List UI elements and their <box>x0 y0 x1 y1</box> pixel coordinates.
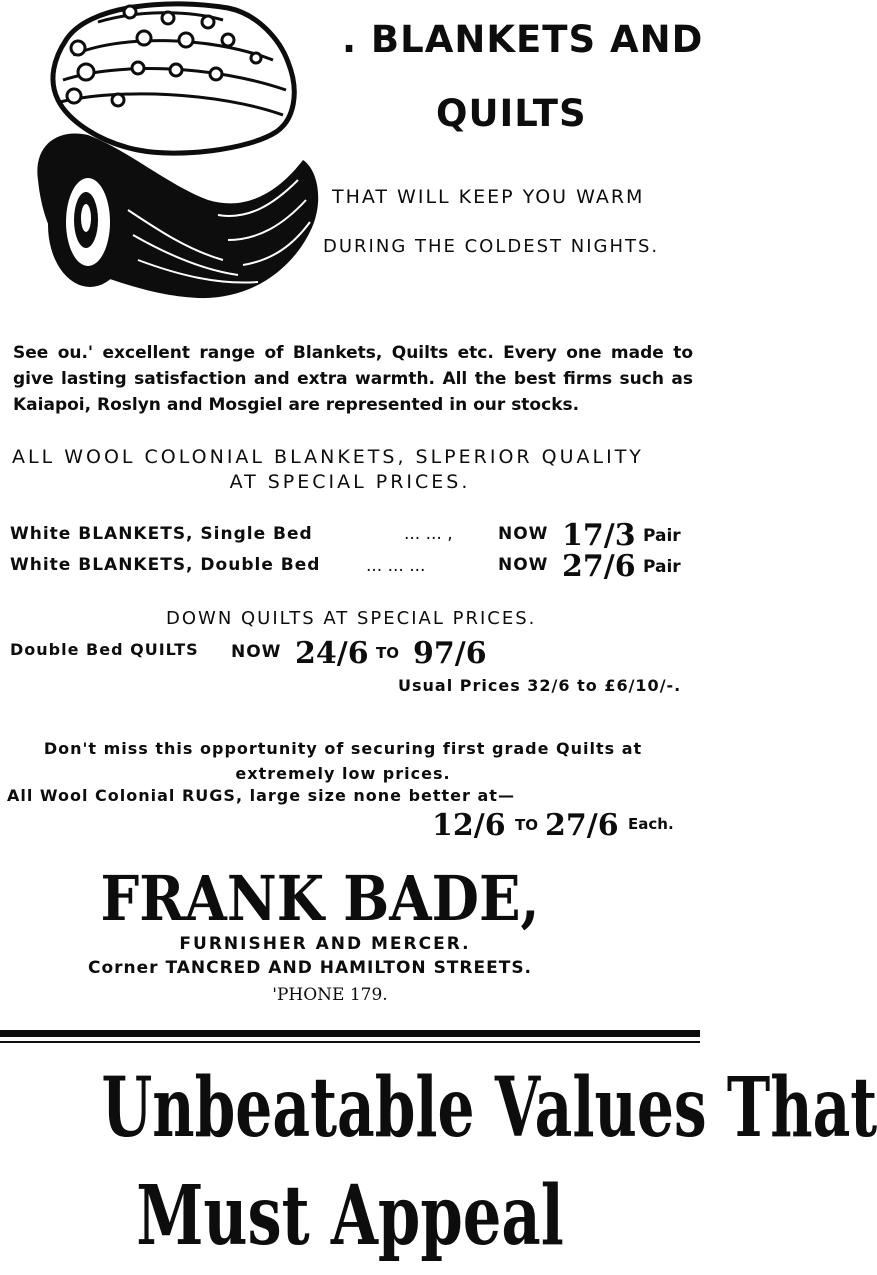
colonial-heading-line-1: ALL WOOL COLONIAL BLANKETS, SLPERIOR QUALITY <box>12 446 644 468</box>
subheadline-line-1: THAT WILL KEEP YOU WARM <box>332 186 645 208</box>
banner-line-2: Must Appeal <box>136 1168 564 1264</box>
price: 27/6 <box>562 549 636 584</box>
usual-prices: Usual Prices 32/6 to £6/10/-. <box>398 676 682 695</box>
quilts-price-from: 24/6 <box>295 636 369 671</box>
price: 17/3 <box>562 518 636 553</box>
dot-leader: ... ... , <box>404 524 453 544</box>
rugs-price-from: 12/6 <box>432 808 506 843</box>
store-name: FRANK BADE, <box>100 862 540 935</box>
subheadline-line-2: DURING THE COLDEST NIGHTS. <box>323 236 660 257</box>
quilts-price-to: 97/6 <box>413 636 487 671</box>
rugs-price-to: 27/6 <box>545 808 619 843</box>
divider-thin <box>0 1041 700 1043</box>
rugs-to-label: TO <box>515 816 538 834</box>
divider-thick <box>0 1030 700 1037</box>
price-unit: Pair <box>643 526 681 546</box>
quilts-to-label: TO <box>376 644 399 662</box>
now-label: NOW <box>498 555 549 575</box>
now-label: NOW <box>498 524 549 544</box>
store-trade: FURNISHER AND MERCER. <box>179 934 471 954</box>
colonial-heading-line-2: AT SPECIAL PRICES. <box>229 471 471 493</box>
blankets-quilts-illustration <box>18 0 323 305</box>
quilts-label: Double Bed QUILTS <box>10 640 199 659</box>
banner-line-1: Unbeatable Values That <box>101 1060 877 1156</box>
price-unit: Pair <box>643 557 681 577</box>
intro-paragraph: See ou.' excellent range of Blankets, Quilts etc. Every one made to give lasting satisfaction and extra warmth. All the best firms such as Kaiapoi, Roslyn and Mosgiel are represented in our stocks. <box>13 343 693 415</box>
store-address: Corner TANCRED AND HAMILTON STREETS. <box>87 958 533 978</box>
blanket-label: White BLANKETS, Double Bed <box>10 555 321 575</box>
headline-line-2: QUILTS <box>436 92 587 135</box>
quilts-now-label: NOW <box>231 642 282 662</box>
rugs-label: All Wool Colonial RUGS, large size none better at— <box>7 786 515 805</box>
store-phone: 'PHONE 179. <box>272 985 388 1005</box>
rugs-price-unit: Each. <box>628 815 674 833</box>
down-quilts-heading: DOWN QUILTS AT SPECIAL PRICES. <box>166 608 537 629</box>
offer-text: Don't miss this opportunity of securing first grade Quilts at extremely low prices. <box>43 739 643 783</box>
headline-line-1: . BLANKETS AND <box>342 18 704 61</box>
dot-leader: ... ... ... <box>366 556 426 576</box>
blanket-label: White BLANKETS, Single Bed <box>10 524 313 544</box>
